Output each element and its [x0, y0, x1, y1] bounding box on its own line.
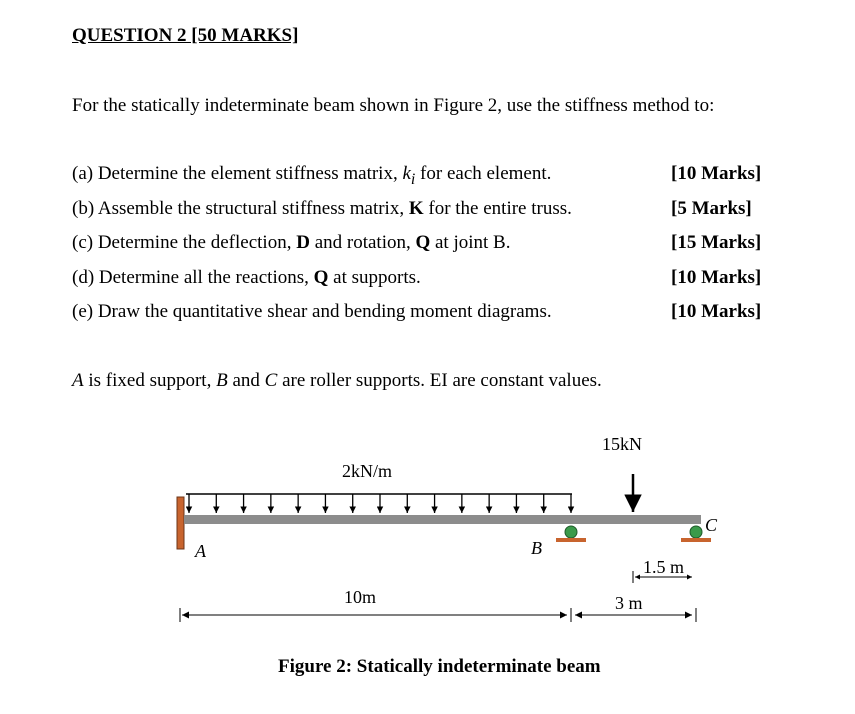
joint-c-label: C: [705, 515, 718, 535]
task-c-marks: [15 Marks]: [671, 232, 762, 253]
intro-text: For the statically indeterminate beam shown in Figure 2, use the stiffness method to:: [72, 95, 715, 116]
roller-b-base: [556, 538, 586, 542]
udl-label: 2kN/m: [342, 461, 393, 481]
task-b-marks: [5 Marks]: [671, 198, 752, 219]
task-c-symbol-d: D: [296, 232, 310, 253]
beam: [184, 515, 701, 524]
task-c-text: (c) Determine the deflection,: [72, 232, 297, 253]
support-note-b: B: [216, 370, 228, 391]
task-a-text: (a) Determine the element stiffness matrix,: [72, 163, 403, 184]
task-d-marks: [10 Marks]: [671, 267, 762, 288]
support-note-text3: are roller supports. EI are constant values.: [277, 370, 602, 391]
task-a-subscript: i: [410, 170, 416, 188]
roller-c: [690, 526, 702, 538]
point-load-label: 15kN: [602, 434, 642, 454]
task-d-text: (d) Determine all the reactions,: [72, 267, 314, 288]
task-c-symbol-q: Q: [415, 232, 431, 253]
task-b-text-end: for the entire truss.: [423, 198, 572, 219]
support-note-a: A: [72, 370, 84, 391]
dim-bc-label: 3 m: [615, 593, 643, 613]
task-a-text-end: for each element.: [415, 163, 552, 184]
joint-a-label: A: [195, 541, 206, 561]
figure-caption: Figure 2: Statically indeterminate beam: [278, 656, 601, 677]
task-b-symbol: K: [408, 198, 424, 219]
task-c-text-end: at joint B.: [430, 232, 511, 253]
task-c-text-mid: and rotation,: [309, 232, 416, 253]
task-e-text: (e) Draw the quantitative shear and bending moment diagrams.: [72, 301, 552, 322]
task-a-marks: [10 Marks]: [671, 163, 762, 184]
task-b-text: (b) Assemble the structural stiffness matrix,: [72, 198, 409, 219]
fixed-support-a: [177, 497, 184, 549]
roller-b: [565, 526, 577, 538]
udl-arrows: [189, 494, 571, 513]
support-note-c: C: [264, 370, 278, 391]
task-e-marks: [10 Marks]: [671, 301, 762, 322]
task-d-symbol: Q: [313, 267, 329, 288]
question-heading: QUESTION 2 [50 MARKS]: [72, 25, 299, 46]
roller-c-base: [681, 538, 711, 542]
joint-b-label: B: [531, 538, 542, 558]
support-note-text1: is fixed support,: [83, 370, 217, 391]
dim-ab-label: 10m: [344, 587, 377, 607]
task-d-text-end: at supports.: [328, 267, 421, 288]
support-note-text2: and: [227, 370, 265, 391]
dim-load-label: 1.5 m: [643, 557, 685, 577]
task-a-symbol: k: [402, 163, 411, 184]
